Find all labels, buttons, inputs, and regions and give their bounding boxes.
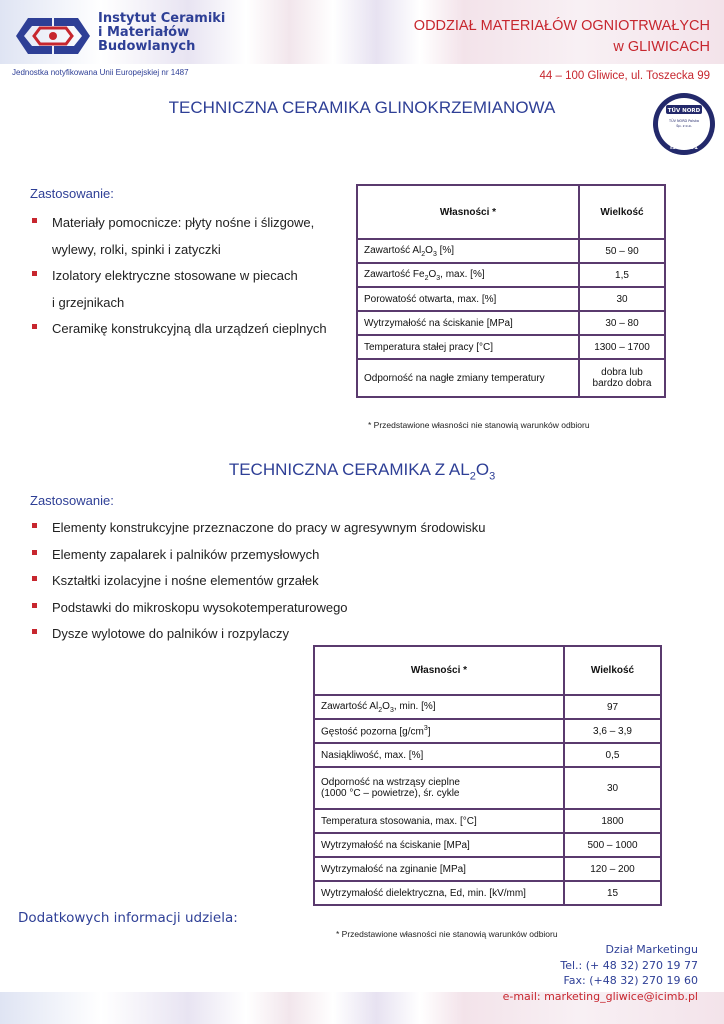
section2-applications-label: Zastosowanie:: [30, 493, 114, 508]
more-info-label: Dodatkowych informacji udziela:: [18, 910, 238, 926]
table-header-row: [314, 646, 661, 695]
property-text: O: [425, 244, 433, 256]
notified-body-text: Jednostka notyfikowana Unii Europejskiej nr 1487: [12, 68, 189, 77]
property-cell: Temperatura stosowania, max. [°C]: [314, 809, 564, 833]
table-row: [314, 743, 661, 767]
property-text: O: [382, 700, 390, 712]
list-item: [30, 568, 670, 595]
contact-phone: Tel.: (+ 48 32) 270 19 77: [560, 958, 698, 972]
section2-bullet-list: [30, 515, 670, 648]
list-item-text: Elementy konstrukcyjne przeznaczone do pracy w agresywnym środowisku: [52, 520, 486, 535]
table-row: [314, 719, 661, 743]
value-cell: 97: [564, 695, 661, 719]
subscript: 3: [389, 706, 394, 714]
table-row: [357, 239, 665, 263]
list-item-text: Elementy zapalarek i palników przemysłowych: [52, 546, 320, 562]
value-cell: 3,6 – 3,9: [564, 719, 661, 743]
property-text: , min. [%]: [393, 700, 436, 712]
list-item-text: Ceramikę konstrukcyjną dla urządzeń cieplnych: [52, 321, 327, 336]
subscript: 2: [421, 250, 426, 258]
property-cell: Temperatura stałej pracy [°C]: [357, 335, 579, 359]
table-row: [314, 767, 661, 809]
department-line: ODDZIAŁ MATERIAŁÓW OGNIOTRWAŁYCH: [413, 18, 710, 34]
property-text: O: [428, 268, 437, 280]
property-cell: [314, 767, 564, 809]
section1-footnote: * Przedstawione własności nie stanowią warunków odbioru: [368, 420, 590, 430]
property-text: Zawartość Al: [321, 700, 379, 712]
address-text: 44 – 100 Gliwice, ul. Toszecka 99: [539, 70, 710, 82]
list-item-text: Dysze wylotowe do palników i rozpylaczy: [52, 626, 289, 641]
table-row: [314, 695, 661, 719]
section1-applications-label: Zastosowanie:: [30, 186, 114, 201]
property-text: , max. [%]: [440, 268, 485, 280]
property-line: (1000 °C – powietrze), śr. cykle: [321, 788, 460, 799]
subscript: 3: [436, 274, 441, 282]
contact-department: Dział Marketingu: [605, 943, 698, 956]
bullet-square-icon: [32, 629, 37, 634]
badge-bottom-text: ISO 9001: [670, 145, 698, 151]
title-text: TECHNICZNA CERAMIKA Z AL: [228, 460, 470, 479]
list-item-text: wylewy, rolki, spinki i zatyczki: [52, 241, 221, 257]
table-row: [314, 833, 661, 857]
property-cell: Wytrzymałość dielektryczna, Ed, min. [kV/mm]: [314, 881, 564, 905]
bullet-square-icon: [32, 576, 37, 581]
list-item: [30, 542, 670, 569]
institute-name-line: i Materiałów: [98, 25, 190, 40]
bullet-square-icon: [32, 218, 37, 223]
property-text: Gęstość pozorna [g/cm: [321, 726, 424, 738]
list-item-text: i grzejnikach: [52, 294, 125, 310]
subscript: 2: [469, 470, 476, 483]
institute-logo-icon: [12, 12, 94, 60]
value-cell: 120 – 200: [564, 857, 661, 881]
institute-name-line: Instytut Ceramiki: [98, 11, 226, 26]
section2-title: [0, 460, 724, 482]
list-item: [30, 263, 350, 316]
value-cell: 1800: [564, 809, 661, 833]
table-header-row: [357, 185, 665, 239]
badge-top-text: TÜV NORD: [667, 108, 701, 114]
column-header-properties: Własności *: [357, 185, 579, 239]
value-cell: 500 – 1000: [564, 833, 661, 857]
subscript: 2: [424, 274, 429, 282]
property-cell: Odporność na nagłe zmiany temperatury: [357, 359, 579, 397]
contact-email-link[interactable]: e-mail: marketing_gliwice@icimb.pl: [502, 989, 698, 1003]
property-cell: [357, 263, 579, 287]
property-cell: Wytrzymałość na ściskanie [MPa]: [314, 833, 564, 857]
badge-middle-text: TÜV NORD Polska: [669, 119, 699, 123]
list-item-text: Kształtki izolacyjne i nośne elementów grzałek: [52, 573, 319, 588]
table-row: [314, 857, 661, 881]
property-text: ]: [427, 726, 431, 738]
list-item: [30, 515, 670, 542]
department-name: [414, 16, 710, 58]
superscript: 3: [423, 724, 428, 732]
column-header-properties: Własności *: [314, 646, 564, 695]
subscript: 2: [378, 706, 383, 714]
table-row: [357, 359, 665, 397]
bullet-square-icon: [32, 271, 37, 276]
value-cell: [579, 359, 665, 397]
subscript: 3: [489, 470, 496, 483]
property-cell: Wytrzymałość na zginanie [MPa]: [314, 857, 564, 881]
property-cell: Wytrzymałość na ściskanie [MPa]: [357, 311, 579, 335]
value-cell: 15: [564, 881, 661, 905]
section1-title: TECHNICZNA CERAMIKA GLINOKRZEMIANOWA: [168, 98, 556, 117]
value-cell: 30: [579, 287, 665, 311]
table-row: [357, 263, 665, 287]
department-line: w GLIWICACH: [613, 39, 710, 55]
list-item-text: Materiały pomocnicze: płyty nośne i ślizgowe,: [52, 215, 315, 230]
property-cell: [314, 695, 564, 719]
bullet-square-icon: [32, 550, 37, 555]
list-item-text: Izolatory elektryczne stosowane w piecach: [52, 268, 298, 283]
list-item: [30, 595, 670, 622]
table-row: [357, 287, 665, 311]
value-line: dobra lub: [601, 367, 643, 378]
bullet-square-icon: [32, 523, 37, 528]
list-item: [30, 210, 350, 263]
table-row: [357, 311, 665, 335]
institute-name-line: Budowlanych: [98, 39, 196, 54]
value-cell: 50 – 90: [579, 239, 665, 263]
property-cell: Porowatość otwarta, max. [%]: [357, 287, 579, 311]
value-cell: 30 – 80: [579, 311, 665, 335]
list-item: [30, 316, 350, 343]
list-item-text: Podstawki do mikroskopu wysokotemperaturowego: [52, 599, 348, 615]
title-text: O: [475, 460, 490, 479]
value-cell: 30: [564, 767, 661, 809]
contact-block: [503, 942, 698, 1004]
subscript: 3: [432, 250, 437, 258]
table-row: [314, 881, 661, 905]
property-cell: [357, 239, 579, 263]
badge-middle-text: Sp. z o.o.: [676, 124, 692, 128]
institute-name: [98, 12, 258, 54]
property-text: [%]: [436, 244, 455, 256]
table-row: [314, 809, 661, 833]
contact-fax: Fax: (+48 32) 270 19 60: [563, 974, 698, 987]
bullet-square-icon: [32, 603, 37, 608]
bullet-square-icon: [32, 324, 37, 329]
value-cell: 0,5: [564, 743, 661, 767]
property-text: Zawartość Fe: [364, 268, 425, 280]
property-cell: [314, 719, 564, 743]
table-row: [357, 335, 665, 359]
property-cell: Nasiąkliwość, max. [%]: [314, 743, 564, 767]
column-header-value: Wielkość: [579, 185, 665, 239]
section2-properties-table: [313, 645, 662, 906]
section1-bullet-list: [30, 210, 350, 343]
property-line: Odporność na wstrząsy cieplne: [321, 777, 460, 788]
column-header-value: Wielkość: [564, 646, 661, 695]
section2-footnote: * Przedstawione własności nie stanowią warunków odbioru: [336, 929, 558, 939]
value-line: bardzo dobra: [592, 378, 652, 389]
property-text: Zawartość Al: [364, 244, 422, 256]
list-item: [30, 621, 670, 648]
section1-properties-table: [356, 184, 666, 398]
value-cell: 1300 – 1700: [579, 335, 665, 359]
value-cell: 1,5: [579, 263, 665, 287]
